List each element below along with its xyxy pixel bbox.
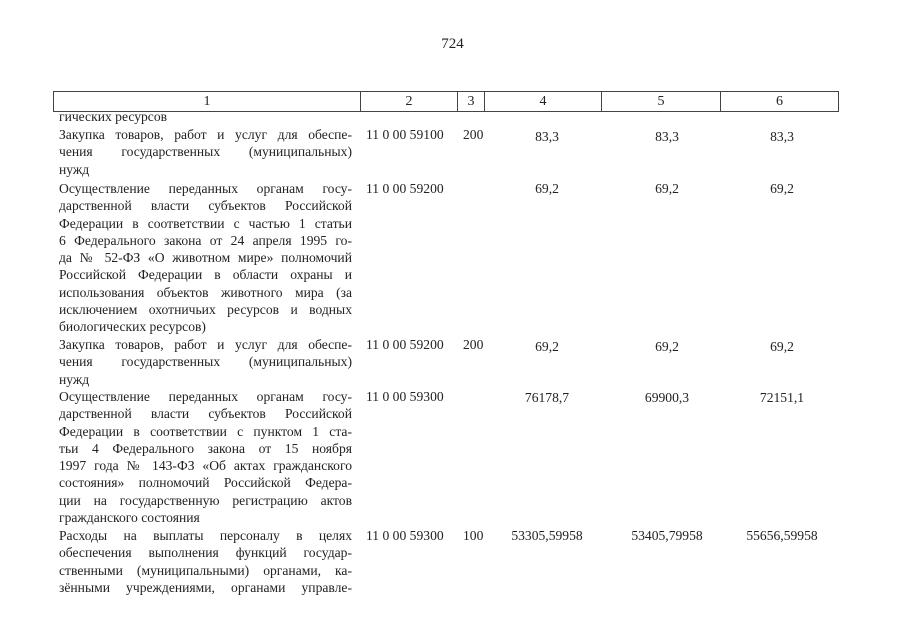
desc-line: обеспечения выполнения функций госудаp- — [59, 545, 352, 561]
header-col-2: 2 — [361, 92, 458, 111]
desc-line: дарственной власти субъектов Российской — [59, 198, 352, 214]
continuation-text — [59, 108, 352, 125]
row-description — [59, 388, 352, 526]
desc-line: нужд — [59, 371, 90, 387]
row-code: 11 0 00 59200 — [366, 337, 444, 352]
row-description — [59, 180, 352, 336]
row-value-col5: 53405,79958 — [631, 528, 703, 543]
row-vr: 100 — [463, 528, 484, 543]
desc-line: Закупка товаров, работ и услуг для обеспе- — [59, 337, 352, 352]
desc-line: ции на государственную регистрацию актов — [59, 492, 352, 508]
header-col-3: 3 — [458, 92, 485, 111]
row-vr: 200 — [463, 127, 484, 142]
row-code: 11 0 00 59300 — [366, 389, 444, 404]
desc-line: зёнными учреждениями, органами управле- — [59, 579, 352, 595]
header-col-1: 1 — [54, 92, 361, 111]
continuation-line: гических ресурсов — [59, 109, 168, 124]
desc-line: Федерации в соответствии с пунктом 1 ста- — [59, 423, 352, 439]
row-value-col6: 83,3 — [770, 129, 794, 144]
row-value-col6: 55656,59958 — [746, 528, 818, 543]
desc-line: Закупка товаров, работ и услуг для обеспе- — [59, 127, 352, 142]
desc-line: тьи 4 Федерального закона от 15 ноября — [59, 440, 352, 456]
header-col-4: 4 — [485, 92, 602, 111]
desc-line: использования объектов животного мира (за — [59, 284, 352, 300]
desc-line: исключением охотничьих ресурсов и водных — [59, 302, 352, 318]
row-value-col4: 76178,7 — [524, 390, 570, 405]
row-value-col4: 69,2 — [535, 181, 559, 196]
row-description — [59, 126, 352, 178]
desc-line: чения государственных (муниципальных) — [59, 354, 352, 370]
desc-line: гражданского состояния — [59, 510, 200, 526]
desc-line: нужд — [59, 161, 90, 177]
row-value-col4: 69,2 — [535, 339, 559, 354]
header-col-6: 6 — [721, 92, 839, 111]
desc-line: Осуществление переданных органам госу- — [59, 389, 352, 404]
desc-line: биологических ресурсов) — [59, 319, 206, 335]
desc-line: ственными (муниципальными) органами, ка- — [59, 562, 352, 578]
row-description — [59, 527, 352, 596]
row-value-col4: 83,3 — [535, 129, 559, 144]
desc-line: Российской Федерации в области охраны и — [59, 267, 352, 283]
desc-line: состояния» полномочий Российской Федера- — [59, 475, 352, 491]
row-value-col6: 69,2 — [770, 339, 794, 354]
row-value-col6: 72151,1 — [759, 390, 805, 405]
header-col-5: 5 — [602, 92, 721, 111]
row-value-col5: 69,2 — [655, 181, 679, 196]
row-code: 11 0 00 59200 — [366, 181, 444, 196]
desc-line: дарственной власти субъектов Российской — [59, 406, 352, 422]
row-code: 11 0 00 59300 — [366, 528, 444, 543]
row-code: 11 0 00 59100 — [366, 127, 444, 142]
desc-line: Федерации в соответствии с частью 1 статьи — [59, 215, 352, 231]
desc-line: 6 Федерального закона от 24 апреля 1995 го- — [59, 232, 352, 248]
row-value-col5: 69900,3 — [644, 390, 690, 405]
page-number: 724 — [441, 36, 464, 52]
desc-line: 1997 года № 143-ФЗ «Об актах гражданского — [59, 458, 352, 474]
row-value-col5: 69,2 — [655, 339, 679, 354]
row-value-col6: 69,2 — [770, 181, 794, 196]
desc-line: Осуществление переданных органам госу- — [59, 181, 352, 196]
desc-line: Расходы на выплаты персоналу в целях — [59, 528, 352, 543]
row-value-col4: 53305,59958 — [511, 528, 583, 543]
row-vr: 200 — [463, 337, 484, 352]
desc-line: да № 52-ФЗ «О животном мире» полномочий — [59, 250, 352, 266]
row-value-col5: 83,3 — [655, 129, 679, 144]
desc-line: чения государственных (муниципальных) — [59, 144, 352, 160]
row-description — [59, 336, 352, 388]
